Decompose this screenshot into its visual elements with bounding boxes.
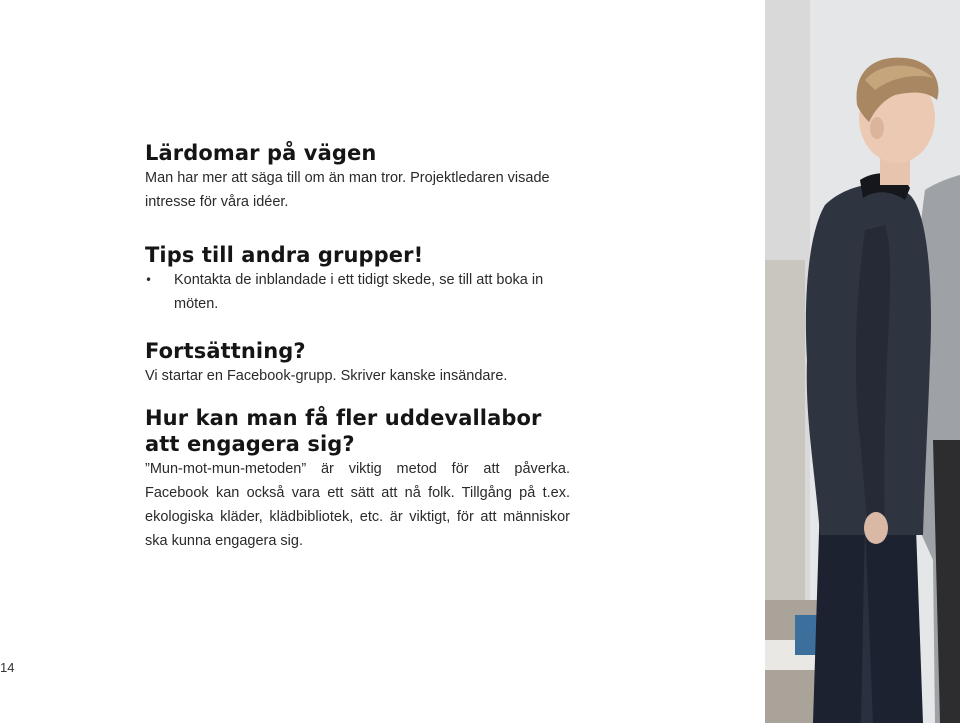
text-column <box>145 140 570 553</box>
list-item-text: Kontakta de inblandade i ett tidigt skede, se till att boka in möten. <box>174 272 544 312</box>
section-text-lessons: Man har mer att säga till om än man tror. Projektledaren visade intresse för våra idéer. <box>145 170 550 210</box>
photo-illustration <box>765 0 960 723</box>
photo-young-man <box>765 0 960 723</box>
page-number: 14 <box>0 660 15 675</box>
tips-list <box>145 268 570 316</box>
section-engagement <box>145 405 570 553</box>
section-heading-continuation: Fortsättning? <box>145 339 306 363</box>
section-continuation <box>145 338 570 388</box>
section-heading-engagement: Hur kan man få fler uddevallabor att engagera sig? <box>145 406 542 456</box>
section-text-engagement: ”Mun-mot-mun-metoden” är viktig metod för att påverka. Facebook kan också vara ett sätt att nå folk. Tillgång på t.ex. ekologiska kläder, klädbibliotek, etc. är viktigt, för att människor ska kunna engagera sig. <box>145 461 570 549</box>
list-item <box>145 268 570 316</box>
section-heading-lessons: Lärdomar på vägen <box>145 141 377 165</box>
bullet-icon: • <box>145 273 153 287</box>
section-tips <box>145 242 570 316</box>
section-text-continuation: Vi startar en Facebook-grupp. Skriver kanske insändare. <box>145 368 508 384</box>
section-lessons <box>145 140 570 214</box>
section-heading-tips: Tips till andra grupper! <box>145 243 424 267</box>
